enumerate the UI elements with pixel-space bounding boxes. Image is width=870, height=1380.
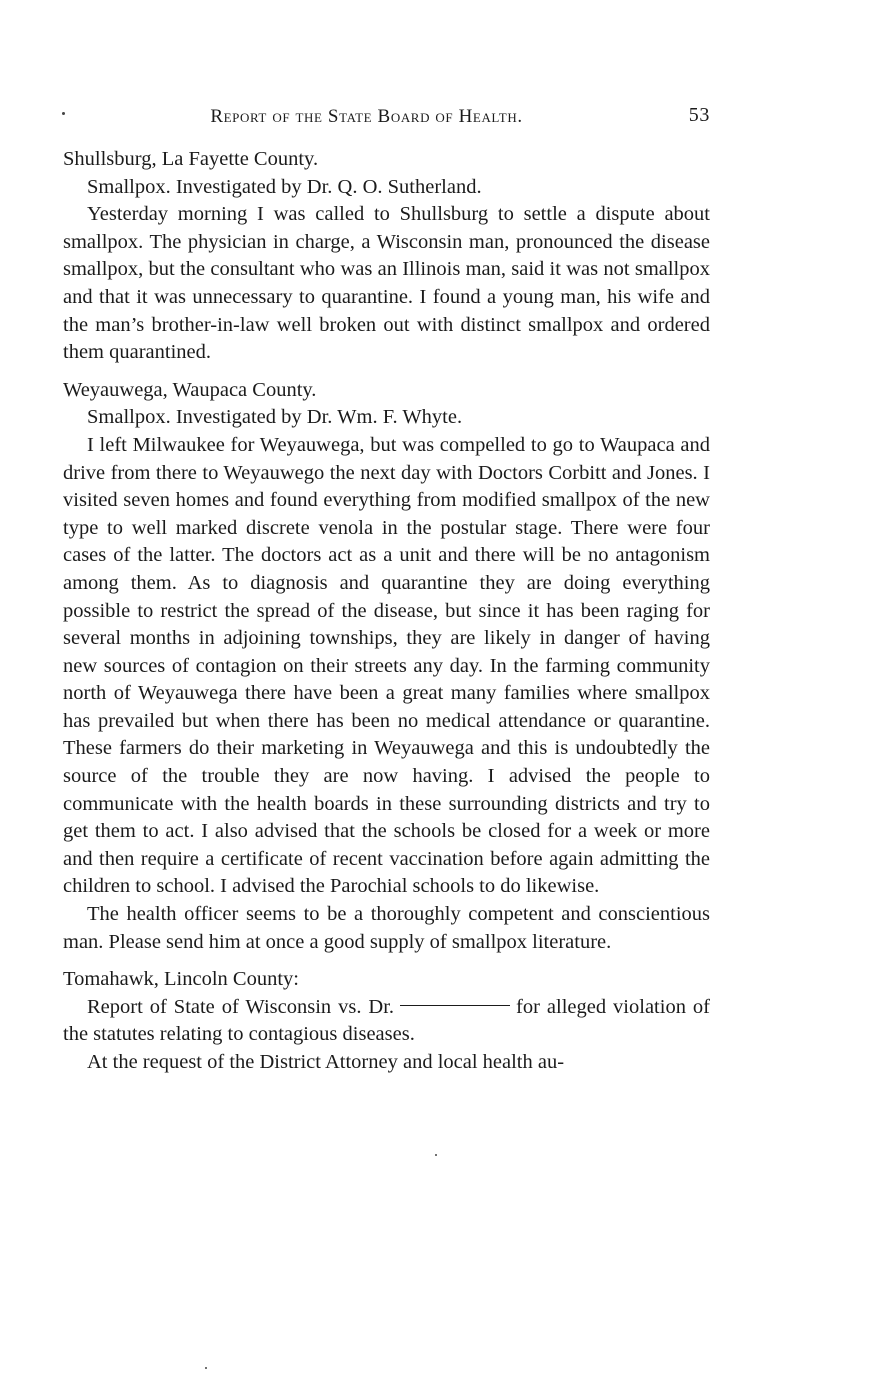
place-heading: Weyauwega, Waupaca County. (63, 378, 317, 401)
page-number: 53 (688, 104, 710, 126)
running-title: Report of the State Board of Health. (210, 106, 523, 127)
section-tomahawk (63, 966, 710, 1076)
print-speck (435, 1154, 437, 1156)
place-heading: Tomahawk, Lincoln County: (63, 968, 299, 991)
report-line (63, 994, 710, 1049)
name-blank (400, 1005, 510, 1006)
report-paragraph: Yesterday morning I was called to Shullsburg to settle a dispute about smallpox. The physician in charge, a Wisconsin man, pronounced the disease smallpox, but the consultant who was an Illinois man, said it was not smallpox and that it was unnecessary to quarantine. I found a young man, his wife and the man’s brother-in-law well broken out with distinct smallpox and ordered them quarantined. (63, 203, 710, 364)
investigation-line: Smallpox. Investigated by Dr. Q. O. Sutherland. (87, 175, 482, 198)
print-speck (205, 1367, 207, 1369)
closing-paragraph: At the request of the District Attorney and local health au- (87, 1051, 565, 1073)
report-paragraph: The health officer seems to be a thoroughly competent and conscientious man. Please send him at once a good supply of smallpox literature. (63, 903, 710, 953)
section-shullsburg (63, 146, 710, 367)
section-weyauwega (63, 377, 710, 956)
place-heading: Shullsburg, La Fayette County. (63, 148, 319, 170)
report-paragraph: I left Milwaukee for Weyauwega, but was compelled to go to Waupaca and drive from there to Weyauwego the next day with Doctors Corbitt and Jones. I visited seven homes and found everything from modified smallpox of the new type to well marked discrete venola in the postular stage. There were four cases of the latter. The doctors act as a unit and there will be no antagonism among them. As to diagnosis and quarantine they are doing everything possible to restrict the spread of the disease, but since it has been raging for several months in adjoining townships, they are likely in danger of having new sources of contagion on their streets any day. In the farming community north of Weyauwega there have been a great many families where smallpox has prevailed but when there has been no medical attendance or quarantine. These farmers do their marketing in Weyauwega and this is undoubtedly the source of the trouble they are now having. I advised the people to communicate with the health boards in these surrounding districts and try to get them to act. I also advised that the schools be closed for a week or more and then require a certificate of recent vaccination before again admitting the children to school. I advised the Parochial schools to do likewise. (63, 433, 710, 898)
report-after-blank: for alleged violation of the statutes relating to contagious diseases. (63, 995, 710, 1046)
running-head (63, 100, 710, 136)
document-page (63, 100, 710, 1077)
investigation-line: Smallpox. Investigated by Dr. Wm. F. Whyte. (87, 406, 463, 429)
report-before-blank: Report of State of Wisconsin vs. Dr. (87, 995, 395, 1018)
